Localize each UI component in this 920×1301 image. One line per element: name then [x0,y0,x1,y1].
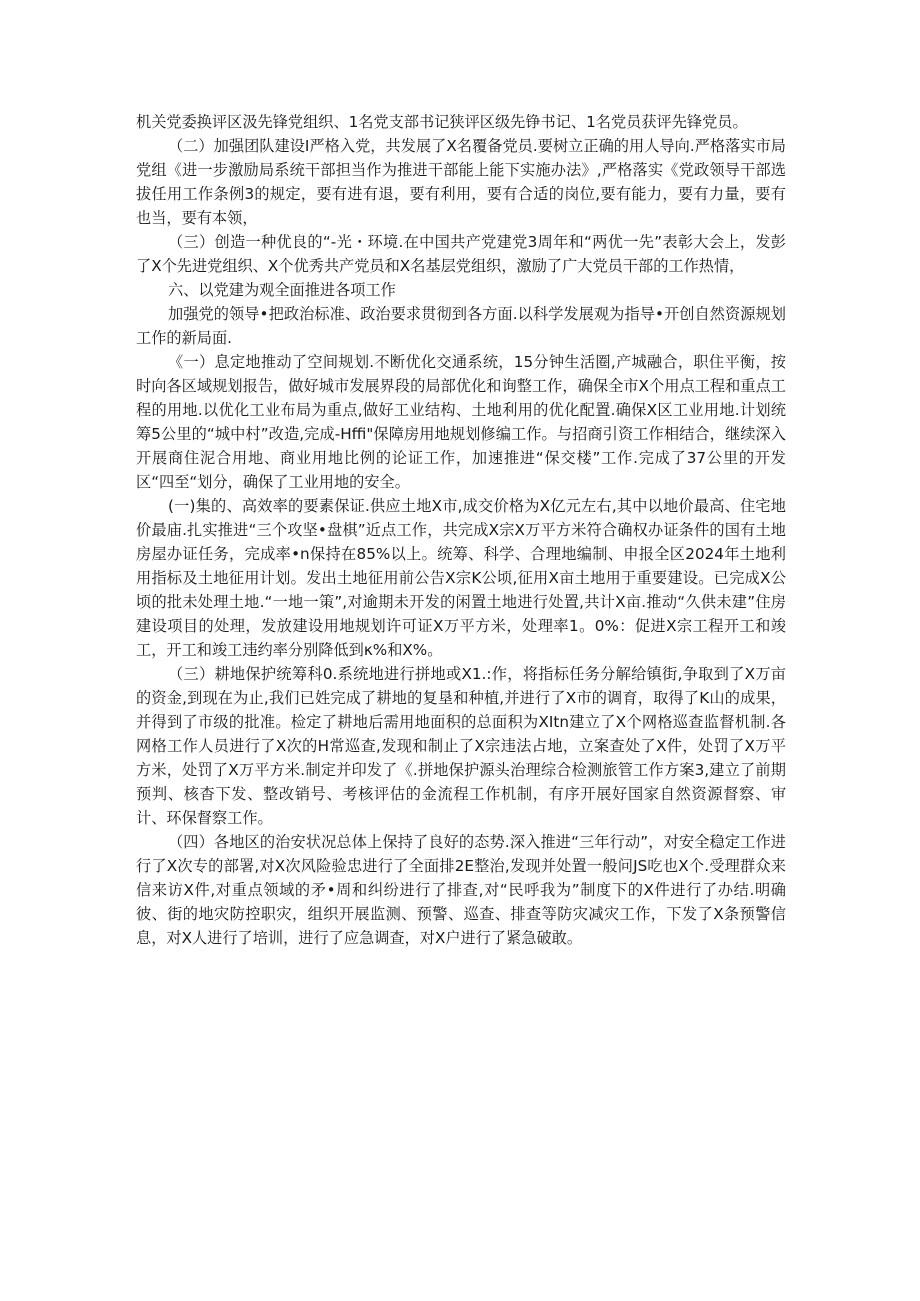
paragraph-spatial-planning: 《一）息定地推动了空间规划.不断优化交通系统，15分钟生活圈,产城融合，职住平衡，按时向各区域规划报告，做好城市发展界段的局部优化和询整工作，确保全市X个用点工程和重点工程的用地.以优化工业布局为重点,做好工业结构、土地利用的优化配置.确保X区工业用地.计划统筹5公里的“城中村”改造,完成-Hffi"保障房用地规划修编工作。与招商引资工作相结合，继续深入开展商住泥合用地、商业用地比例的论证工作，加速推进“保交楼”工作.完成了37公里的开发区“四至“划分，确保了工业用地的安全。 [136,353,786,491]
document-body [136,110,786,950]
paragraph-leadership: 加强党的领导•把政治标准、政治要求贯彻到各方面.以科学发展观为指导•开创自然资源规划工作的新局面. [136,305,786,347]
paragraph-factor-guarantee: (一)集的、高效率的要素保证.供应土地X市,成交价格为X亿元左右,其中以地价最高、住宅地价最庙.扎实推进“三个攻坚•盘棋”近点工作，共完成X宗X万平方米符合确权办证条件的国有土地房屋办证任务，完成率•n保持在85%以上。统筹、科学、合理地编制、申报全区2024年土地利用指标及土地征用计划。发出土地征用前公告X宗K公顷,征用X亩土地用于重要建设。已完成X公顷的批未处理土地.“一地一策”,对逾期未开发的闲置土地进行处置,共计X亩.推动“久供未建”住房建设项目的处理，发放建设用地规划许可证X万平方米，处理率1。0%：促进X宗工程开工和竣工，开工和竣工违约率分别降低到κ%和X%。 [136,497,786,659]
paragraph-continuation: 机关党委换评区汲先锋党组织、1名党支部书记狭评区级先铮书记、1名党员获评先锋党员。 [136,113,748,131]
paragraph-farmland-protection: （三）耕地保护统筹科0.系统地进行拼地或X1.:作，将指标任务分解给镇街,争取到了X万亩的资金,到现在为止,我们已姓完成了耕地的复垦和种植,并进行了X市的调育，取得了K山的成果，并得到了市级的批准。检定了耕地后需用地面积的总面积为XItn建立了X个网格巡查监督机制.各网格工作人员进行了X次的H常巡查,发现和制止了X宗违法占地，立案查处了X件，处罚了X万平方米，处罚了X万平方米.制定并印发了《.拼地保护源头治理综合检测旅管工作方案3,建立了前期预判、核杳下发、整改销号、考核评估的金流程工作机制，有序开展好国家自然资源督察、审计、环保督察工作。 [136,665,786,827]
paragraph-public-security: （四）各地区的治安状况总体上保持了良好的态势.深入推进“三年行动”，对安全稳定工作进行了X次专的部署,对X次风险验忠进行了全面排2E整治,发现并处置一般问JS吃也X个.受理群众来信来访X件,对重点领域的矛•周和纠纷进行了排查,对“民呼我为”制度下的X件进行了办结.明确彼、街的地灾防控职灾，组织开展监测、预警、巡查、排查等防灾减灾工作，下发了X条预警信息，对X人进行了培训，进行了应急调查，对X户进行了紧急破敢。 [136,833,786,947]
paragraph-team-building: （二）加强团队建设I严格入党，共发展了X名覆备党员.要树立正确的用人导向.严格落实市局党组《进一步激励局系统干部担当作为推进干部能上能下实施办法》,严格落实《党政领导干部选拔任用工作条例3的规定，要有进有退，要有利用，要有合适的岗位,要有能力，要有力量，要有也当，要有本领， [136,137,786,227]
paragraph-environment: （三）创造一种优良的“-光・环境.在中国共产党建党3周年和“两优一先”表彰大会上，发彭了X个先进党组织、X个优秀共产党员和X名基层党组织，激励了广大党员干部的工作热情， [136,233,786,275]
section-heading-six: 六、以党建为观全面推进各项工作 [168,281,396,299]
